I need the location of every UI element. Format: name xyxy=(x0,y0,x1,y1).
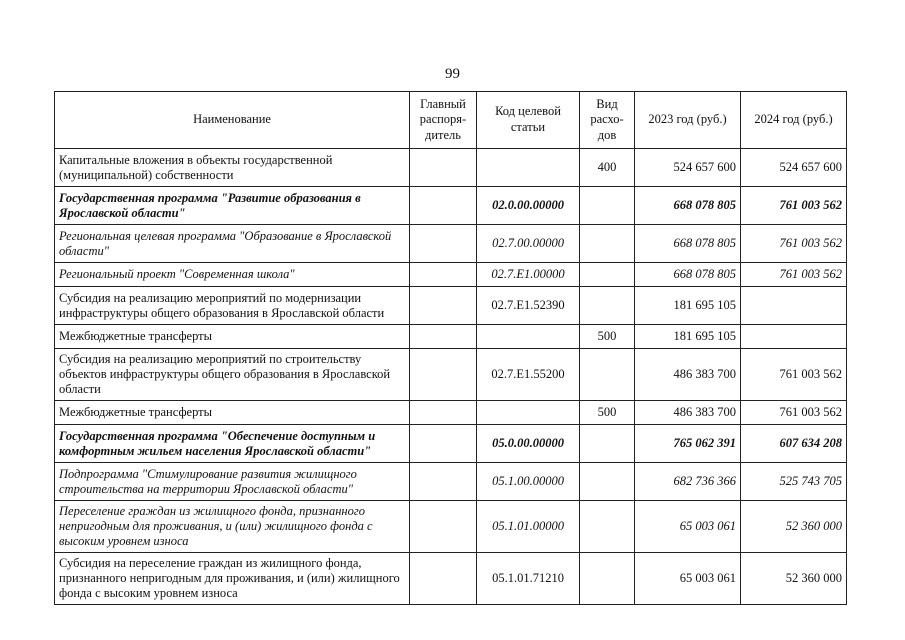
cell-manager xyxy=(410,425,477,463)
cell-2023: 181 695 105 xyxy=(635,325,741,349)
cell-kind xyxy=(580,463,635,501)
cell-manager xyxy=(410,553,477,605)
cell-kind xyxy=(580,187,635,225)
cell-2023: 65 003 061 xyxy=(635,501,741,553)
cell-kind xyxy=(580,425,635,463)
table-row xyxy=(55,425,847,463)
cell-2023: 668 078 805 xyxy=(635,263,741,287)
table-row xyxy=(55,401,847,425)
cell-kind: 400 xyxy=(580,149,635,187)
table-row xyxy=(55,501,847,553)
table-row xyxy=(55,225,847,263)
cell-code: 02.7.E1.52390 xyxy=(477,287,580,325)
cell-name: Субсидия на реализацию мероприятий по строительству объектов инфраструктуры общего образования в Ярославской области xyxy=(55,349,410,401)
table-row xyxy=(55,263,847,287)
cell-name: Региональная целевая программа "Образование в Ярославской области" xyxy=(55,225,410,263)
cell-manager xyxy=(410,325,477,349)
cell-manager xyxy=(410,463,477,501)
cell-code: 02.7.00.00000 xyxy=(477,225,580,263)
cell-2023: 486 383 700 xyxy=(635,349,741,401)
cell-2023: 682 736 366 xyxy=(635,463,741,501)
cell-2024 xyxy=(741,287,847,325)
cell-kind xyxy=(580,225,635,263)
cell-manager xyxy=(410,401,477,425)
page-number: 99 xyxy=(445,66,460,82)
cell-2024: 607 634 208 xyxy=(741,425,847,463)
header-2023: 2023 год (руб.) xyxy=(635,92,741,149)
header-kind: Вид расхо-дов xyxy=(580,92,635,149)
header-code: Код целевой статьи xyxy=(477,92,580,149)
cell-code xyxy=(477,325,580,349)
cell-2023: 524 657 600 xyxy=(635,149,741,187)
table-row xyxy=(55,187,847,225)
cell-manager xyxy=(410,225,477,263)
cell-name: Капитальные вложения в объекты государственной (муниципальной) собственности xyxy=(55,149,410,187)
cell-kind xyxy=(580,501,635,553)
cell-2023: 765 062 391 xyxy=(635,425,741,463)
cell-manager xyxy=(410,187,477,225)
table-row xyxy=(55,553,847,605)
cell-2023: 668 078 805 xyxy=(635,225,741,263)
cell-2024: 761 003 562 xyxy=(741,401,847,425)
table-row xyxy=(55,287,847,325)
cell-code: 05.1.00.00000 xyxy=(477,463,580,501)
cell-name: Переселение граждан из жилищного фонда, признанного непригодным для проживания, и (или) жилищного фонда с высоким уровнем износа xyxy=(55,501,410,553)
cell-2024: 525 743 705 xyxy=(741,463,847,501)
cell-2024: 761 003 562 xyxy=(741,187,847,225)
cell-2023: 181 695 105 xyxy=(635,287,741,325)
cell-kind xyxy=(580,263,635,287)
header-name: Наименование xyxy=(55,92,410,149)
cell-manager xyxy=(410,263,477,287)
cell-name: Подпрограмма "Стимулирование развития жилищного строительства на территории Ярославской области" xyxy=(55,463,410,501)
cell-name: Государственная программа "Обеспечение доступным и комфортным жильем населения Ярославской области" xyxy=(55,425,410,463)
cell-code xyxy=(477,149,580,187)
cell-manager xyxy=(410,287,477,325)
budget-table xyxy=(54,91,847,605)
table-row xyxy=(55,325,847,349)
table-row xyxy=(55,463,847,501)
cell-code: 05.0.00.00000 xyxy=(477,425,580,463)
cell-2023: 65 003 061 xyxy=(635,553,741,605)
cell-2024: 761 003 562 xyxy=(741,349,847,401)
cell-2023: 486 383 700 xyxy=(635,401,741,425)
cell-code: 05.1.01.71210 xyxy=(477,553,580,605)
cell-name: Государственная программа "Развитие образования в Ярославской области" xyxy=(55,187,410,225)
cell-code: 05.1.01.00000 xyxy=(477,501,580,553)
cell-kind xyxy=(580,287,635,325)
cell-manager xyxy=(410,149,477,187)
cell-2024 xyxy=(741,325,847,349)
cell-kind xyxy=(580,349,635,401)
table-row xyxy=(55,349,847,401)
cell-name: Субсидия на реализацию мероприятий по модернизации инфраструктуры общего образования в Ярославской области xyxy=(55,287,410,325)
cell-kind xyxy=(580,553,635,605)
cell-manager xyxy=(410,349,477,401)
cell-name: Межбюджетные трансферты xyxy=(55,325,410,349)
cell-2024: 52 360 000 xyxy=(741,553,847,605)
header-2024: 2024 год (руб.) xyxy=(741,92,847,149)
header-manager: Главный распоря-дитель xyxy=(410,92,477,149)
cell-code: 02.7.E1.55200 xyxy=(477,349,580,401)
cell-2024: 524 657 600 xyxy=(741,149,847,187)
cell-code: 02.0.00.00000 xyxy=(477,187,580,225)
cell-code: 02.7.E1.00000 xyxy=(477,263,580,287)
cell-kind: 500 xyxy=(580,401,635,425)
cell-2024: 761 003 562 xyxy=(741,263,847,287)
cell-name: Субсидия на переселение граждан из жилищного фонда, признанного непригодным для проживания, и (или) жилищного фонда с высоким уровнем износа xyxy=(55,553,410,605)
cell-kind: 500 xyxy=(580,325,635,349)
table-header-row xyxy=(55,92,847,149)
cell-2024: 52 360 000 xyxy=(741,501,847,553)
cell-name: Региональный проект "Современная школа" xyxy=(55,263,410,287)
cell-2023: 668 078 805 xyxy=(635,187,741,225)
table-row xyxy=(55,149,847,187)
cell-name: Межбюджетные трансферты xyxy=(55,401,410,425)
cell-2024: 761 003 562 xyxy=(741,225,847,263)
cell-code xyxy=(477,401,580,425)
cell-manager xyxy=(410,501,477,553)
